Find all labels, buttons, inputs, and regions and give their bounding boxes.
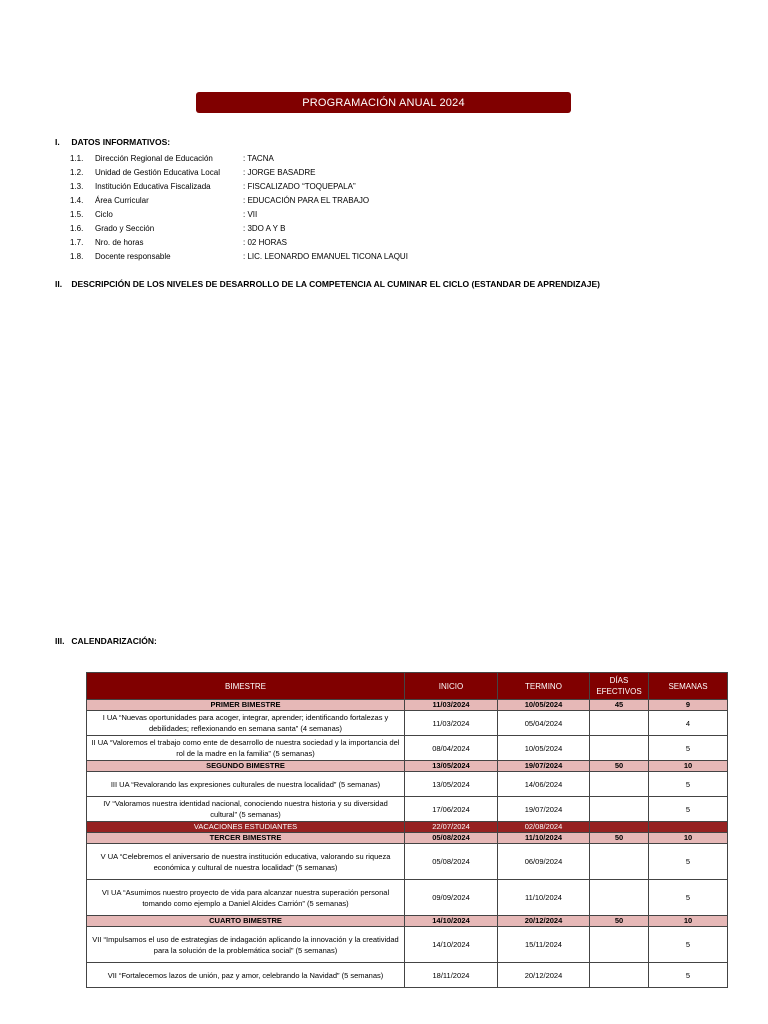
bimestre-row <box>87 700 728 711</box>
table-cell <box>590 736 649 761</box>
table-cell: 14/10/2024 <box>405 927 498 963</box>
table-cell: 11/10/2024 <box>498 833 590 844</box>
table-cell: 5 <box>649 927 728 963</box>
table-cell: 02/08/2024 <box>498 822 590 833</box>
table-cell: III UA “Revalorando las expresiones culturales de nuestra localidad” (5 semanas) <box>87 772 405 797</box>
bimestre-row <box>87 833 728 844</box>
info-value: : JORGE BASADRE <box>243 167 316 177</box>
table-cell: 50 <box>590 833 649 844</box>
info-value: : 3DO A Y B <box>243 223 286 233</box>
table-cell: PRIMER BIMESTRE <box>87 700 405 711</box>
bimestre-row <box>87 916 728 927</box>
table-cell: 06/09/2024 <box>498 844 590 880</box>
info-number: 1.2. <box>70 167 84 177</box>
info-value: : EDUCACIÓN PARA EL TRABAJO <box>243 195 370 205</box>
table-cell: 11/10/2024 <box>498 880 590 916</box>
table-cell: 10 <box>649 761 728 772</box>
info-label: Dirección Regional de Educación <box>95 153 213 163</box>
section-number: II. <box>55 279 63 289</box>
column-header: INICIO <box>405 673 498 700</box>
table-cell: I UA “Nuevas oportunidades para acoger, integrar, aprender; identificando fortalezas y debilidades; reflexionando en semana santa” (4 semanas) <box>87 711 405 736</box>
info-number: 1.7. <box>70 237 84 247</box>
table-cell: 11/03/2024 <box>405 700 498 711</box>
table-cell: 11/03/2024 <box>405 711 498 736</box>
bimestre-row <box>87 761 728 772</box>
table-cell: 18/11/2024 <box>405 963 498 988</box>
column-header: SEMANAS <box>649 673 728 700</box>
info-value: : VII <box>243 209 258 219</box>
column-header: DÍAS EFECTIVOS <box>590 673 649 700</box>
section-number: III. <box>55 636 65 646</box>
table-cell: 13/05/2024 <box>405 761 498 772</box>
table-cell: 20/12/2024 <box>498 963 590 988</box>
table-cell: 09/09/2024 <box>405 880 498 916</box>
table-cell: 5 <box>649 772 728 797</box>
info-label: Área Curricular <box>95 195 149 205</box>
table-cell: 50 <box>590 916 649 927</box>
table-cell: 5 <box>649 736 728 761</box>
section-descripcion <box>55 279 600 289</box>
table-cell: VII “Fortalecemos lazos de unión, paz y amor, celebrando la Navidad” (5 semanas) <box>87 963 405 988</box>
section-title: CALENDARIZACIÓN: <box>71 636 157 646</box>
unidad-row <box>87 880 728 916</box>
table-cell: 50 <box>590 761 649 772</box>
table-cell: 9 <box>649 700 728 711</box>
section-calendarizacion <box>55 636 157 646</box>
section-title: DATOS INFORMATIVOS: <box>71 137 171 147</box>
info-number: 1.1. <box>70 153 84 163</box>
table-cell <box>590 844 649 880</box>
table-cell <box>590 711 649 736</box>
table-cell: VII “Impulsamos el uso de estrategias de indagación aplicando la innovación y la creatividad para la solución de la problemática social” (5 semanas) <box>87 927 405 963</box>
table-cell <box>590 880 649 916</box>
info-row <box>70 207 408 221</box>
info-value: : 02 HORAS <box>243 237 288 247</box>
document-title-banner: PROGRAMACIÓN ANUAL 2024 <box>196 92 571 113</box>
unidad-row <box>87 844 728 880</box>
table-cell: 10/05/2024 <box>498 700 590 711</box>
info-label: Institución Educativa Fiscalizada <box>95 181 211 191</box>
info-number: 1.5. <box>70 209 84 219</box>
section-datos-informativos <box>55 137 170 147</box>
unidad-row <box>87 711 728 736</box>
info-label: Grado y Sección <box>95 223 155 233</box>
table-cell: CUARTO BIMESTRE <box>87 916 405 927</box>
calendar-table <box>86 672 728 988</box>
column-header: BIMESTRE <box>87 673 405 700</box>
table-cell: 5 <box>649 880 728 916</box>
info-row <box>70 151 408 165</box>
table-cell: 22/07/2024 <box>405 822 498 833</box>
info-row <box>70 221 408 235</box>
table-cell: 17/06/2024 <box>405 797 498 822</box>
info-label: Nro. de horas <box>95 237 144 247</box>
table-cell: IV “Valoramos nuestra identidad nacional, conociendo nuestra historia y su diversidad cultural” (5 semanas) <box>87 797 405 822</box>
table-header-row <box>87 673 728 700</box>
info-number: 1.3. <box>70 181 84 191</box>
unidad-row <box>87 797 728 822</box>
info-row <box>70 249 408 263</box>
unidad-row <box>87 772 728 797</box>
info-label: Unidad de Gestión Educativa Local <box>95 167 220 177</box>
table-cell: 5 <box>649 963 728 988</box>
info-label: Ciclo <box>95 209 113 219</box>
info-row <box>70 193 408 207</box>
info-value: : TACNA <box>243 153 274 163</box>
info-list <box>70 151 408 263</box>
table-cell: II UA “Valoremos el trabajo como ente de desarrollo de nuestra sociedad y la importancia del rol de la madre en la familia” (5 semanas) <box>87 736 405 761</box>
table-cell: 10 <box>649 916 728 927</box>
table-cell: 14/06/2024 <box>498 772 590 797</box>
table-cell: 19/07/2024 <box>498 761 590 772</box>
table-cell: 20/12/2024 <box>498 916 590 927</box>
info-number: 1.4. <box>70 195 84 205</box>
info-label: Docente responsable <box>95 251 171 261</box>
table-cell: 05/08/2024 <box>405 844 498 880</box>
table-cell <box>590 822 649 833</box>
table-cell: V UA “Celebremos el aniversario de nuestra institución educativa, valorando su riqueza económica y cultural de nuestra localidad” (5 semanas) <box>87 844 405 880</box>
info-row <box>70 165 408 179</box>
table-cell: 05/04/2024 <box>498 711 590 736</box>
info-value: : LIC. LEONARDO EMANUEL TICONA LAQUI <box>243 251 408 261</box>
info-row <box>70 179 408 193</box>
table-cell: 10/05/2024 <box>498 736 590 761</box>
table-cell: 5 <box>649 844 728 880</box>
unidad-row <box>87 963 728 988</box>
section-title: DESCRIPCIÓN DE LOS NIVELES DE DESARROLLO DE LA COMPETENCIA AL CUMINAR EL CICLO (ESTANDAR DE APRENDIZAJE) <box>71 279 600 289</box>
table-cell <box>649 822 728 833</box>
info-row <box>70 235 408 249</box>
table-cell: SEGUNDO BIMESTRE <box>87 761 405 772</box>
unidad-row <box>87 736 728 761</box>
table-cell <box>590 927 649 963</box>
table-cell: 4 <box>649 711 728 736</box>
table-cell: TERCER BIMESTRE <box>87 833 405 844</box>
table-cell <box>590 772 649 797</box>
table-cell: 15/11/2024 <box>498 927 590 963</box>
table-cell: 05/08/2024 <box>405 833 498 844</box>
table-cell <box>590 797 649 822</box>
table-cell: VACACIONES ESTUDIANTES <box>87 822 405 833</box>
info-number: 1.8. <box>70 251 84 261</box>
table-cell: 10 <box>649 833 728 844</box>
table-cell: 45 <box>590 700 649 711</box>
unidad-row <box>87 927 728 963</box>
table-cell: 14/10/2024 <box>405 916 498 927</box>
table-cell: 13/05/2024 <box>405 772 498 797</box>
table-cell: 19/07/2024 <box>498 797 590 822</box>
info-number: 1.6. <box>70 223 84 233</box>
section-number: I. <box>55 137 60 147</box>
vacaciones-row <box>87 822 728 833</box>
table-cell: 08/04/2024 <box>405 736 498 761</box>
table-cell <box>590 963 649 988</box>
table-cell: 5 <box>649 797 728 822</box>
column-header: TERMINO <box>498 673 590 700</box>
table-cell: VI UA “Asumimos nuestro proyecto de vida para alcanzar nuestra superación personal tomando como ejemplo a Daniel Alcides Carrión” (5 semanas) <box>87 880 405 916</box>
info-value: : FISCALIZADO “TOQUEPALA” <box>243 181 356 191</box>
